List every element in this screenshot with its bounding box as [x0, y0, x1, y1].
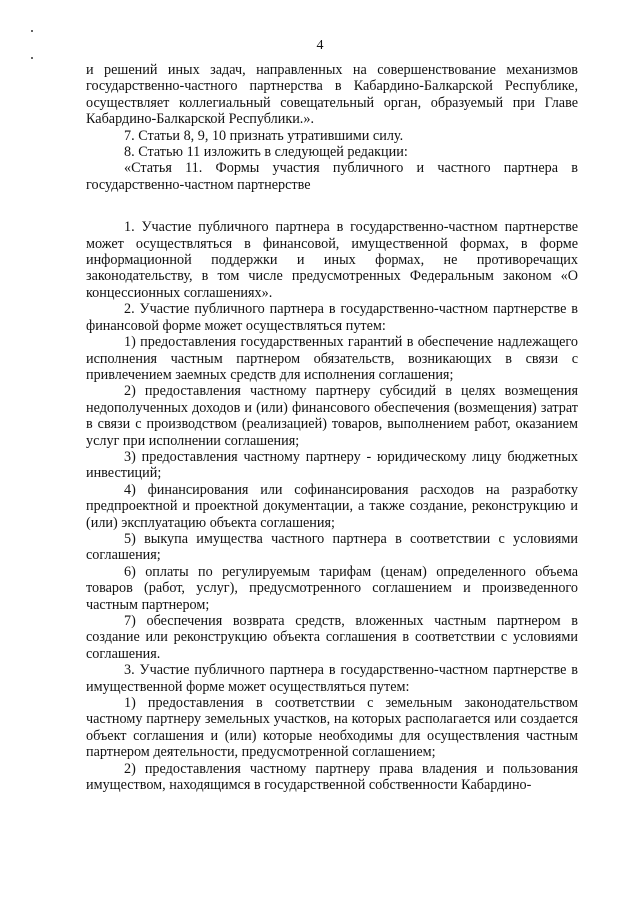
list-item: 2) предоставления частному партнеру субсидий в целях возмещения недополученных доходов и (или) финансового обеспечения (возмещения) затрат в связи с производством (реализацией) товаров, выполнением работ, оказанием услуг при исполнении соглашения;: [86, 383, 578, 449]
list-item: 6) оплаты по регулируемым тарифам (ценам) определенного объема товаров (работ, услуг), предусмотренного соглашением и произведенного частным партнером;: [86, 563, 578, 613]
list-item: 5) выкупа имущества частного партнера в соответствии с условиями соглашения;: [86, 530, 578, 564]
paragraph: 3. Участие публичного партнера в государственно-частном партнерстве в имущественной форме может осуществляться путем:: [86, 662, 578, 695]
list-item: 1) предоставления в соответствии с земельным законодательством частному партнеру земельных участков, на которых располагается или создается объект соглашения и (или) которые необходимы для осуществления частным партнером деятельности, предусмотренной соглашением;: [86, 695, 578, 761]
list-item: 7) обеспечения возврата средств, вложенных частным партнером в создание или реконструкцию объекта соглашения в соответствии с условиями соглашения.: [86, 613, 578, 662]
list-item: 4) финансирования или софинансирования расходов на разработку предпроектной и проектной документации, а также создание, реконструкцию и (или) эксплуатацию объекта соглашения;: [86, 481, 578, 531]
scan-mark: [31, 57, 33, 59]
article-heading: «Статья 11. Формы участия публичного и частного партнера в государственно-частном партнерстве: [86, 160, 578, 193]
list-item: 2) предоставления частному партнеру права владения и пользования имуществом, находящимся в государственной собственности Кабардино-: [86, 760, 578, 794]
scan-mark: [31, 30, 33, 32]
page-number: 4: [316, 38, 324, 53]
paragraph: и решений иных задач, направленных на совершенствование механизмов государственно-частного партнерства в Кабардино-Балкарской Республике, осуществляет коллегиальный совещательный орган, образуемый при Главе Кабардино-Балкарской Республики.».: [86, 62, 578, 128]
document-body: [86, 62, 578, 793]
paragraph: 2. Участие публичного партнера в государственно-частном партнерстве в финансовой форме может осуществляться путем:: [86, 301, 578, 334]
list-item: 3) предоставления частному партнеру - юридическому лицу бюджетных инвестиций;: [86, 448, 578, 482]
paragraph: 1. Участие публичного партнера в государственно-частном партнерстве может осуществляться в финансовой, имущественной формах, в форме информационной поддержки и иных формах, не противоречащих законодательству, в том числе предусмотренных Федеральным законом «О концессионных соглашениях».: [86, 219, 578, 301]
list-item: 1) предоставления государственных гарантий в обеспечение надлежащего исполнения частным партнером обязательств, возникающих в связи с привлечением заемных средств для исполнения соглашения;: [86, 334, 578, 383]
paragraph: 8. Статью 11 изложить в следующей редакции:: [124, 144, 408, 161]
paragraph: 7. Статьи 8, 9, 10 признать утратившими силу.: [124, 127, 404, 144]
